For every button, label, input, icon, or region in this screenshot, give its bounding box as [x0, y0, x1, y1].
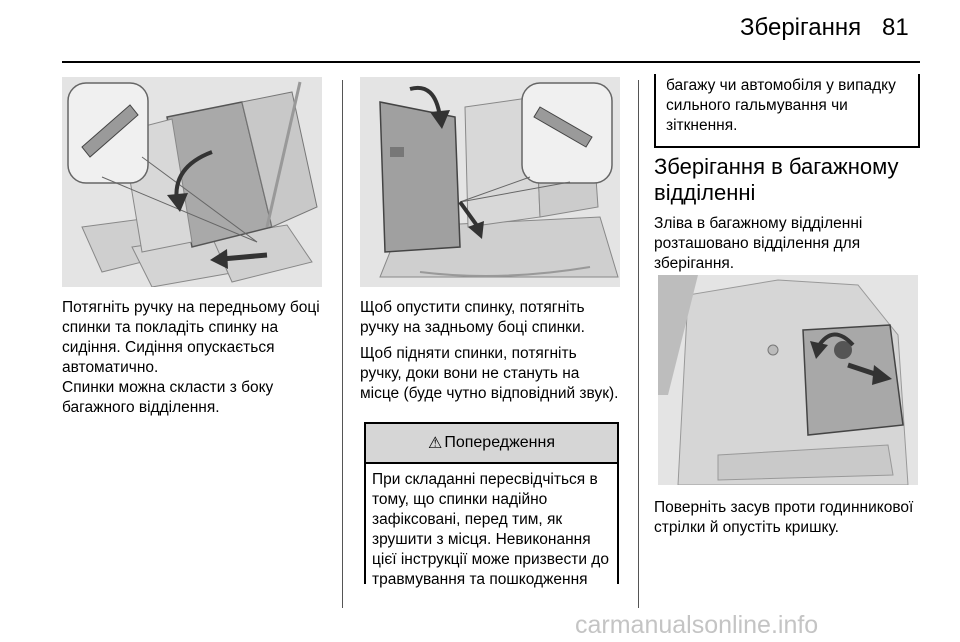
header-rule: [62, 61, 920, 63]
figure-storage-compartment: [658, 275, 918, 485]
running-header-title: Зберігання: [740, 14, 862, 41]
warning-text: При складанні пересвідчіться в тому, що спинки надійно зафіксовані, перед тим, як зрушити з місця. Невиконання цієї інструкції може призвести до травмування та пошкодження: [372, 471, 609, 588]
figure-fold-backrests: [360, 77, 620, 287]
col3-paragraph-1: Зліва в багажному відділенні розташовано відділення для зберігання.: [654, 215, 863, 272]
warning-header: [366, 424, 617, 464]
warning-continuation-box: [654, 74, 920, 148]
col3-paragraph-2: Поверніть засув проти годинникової стрілки й опустіть кришку.: [654, 499, 914, 536]
warning-triangle-icon: ⚠: [427, 435, 443, 452]
col2-paragraph-1: Щоб опустити спинку, потягніть ручку на задньому боці спинки.: [360, 299, 585, 336]
section-title: Зберігання в багажному відділенні: [654, 154, 899, 205]
column-divider-1: [342, 80, 343, 608]
warning-box: [364, 422, 619, 588]
watermark: carmanualsonline.info: [575, 611, 819, 639]
col1-paragraph-1: Потягніть ручку на передньому боці спинки та покладіть спинку на сидіння. Сидіння опускається автоматично.: [62, 299, 320, 376]
col2-paragraph-2: Щоб підняти спинки, потягніть ручку, доки вони не стануть на місце (буде чутно відповідний звук).: [360, 345, 619, 402]
warning-title: Попередження: [444, 434, 556, 451]
page-number: 81: [882, 14, 909, 41]
figure-backrest-release: [62, 77, 322, 287]
column-divider-2: [638, 80, 639, 608]
warning-continuation-text: багажу чи автомобіля у випадку сильного гальмування чи зіткнення.: [666, 77, 896, 134]
col1-paragraph-2: Спинки можна скласти з боку багажного відділення.: [62, 379, 274, 416]
